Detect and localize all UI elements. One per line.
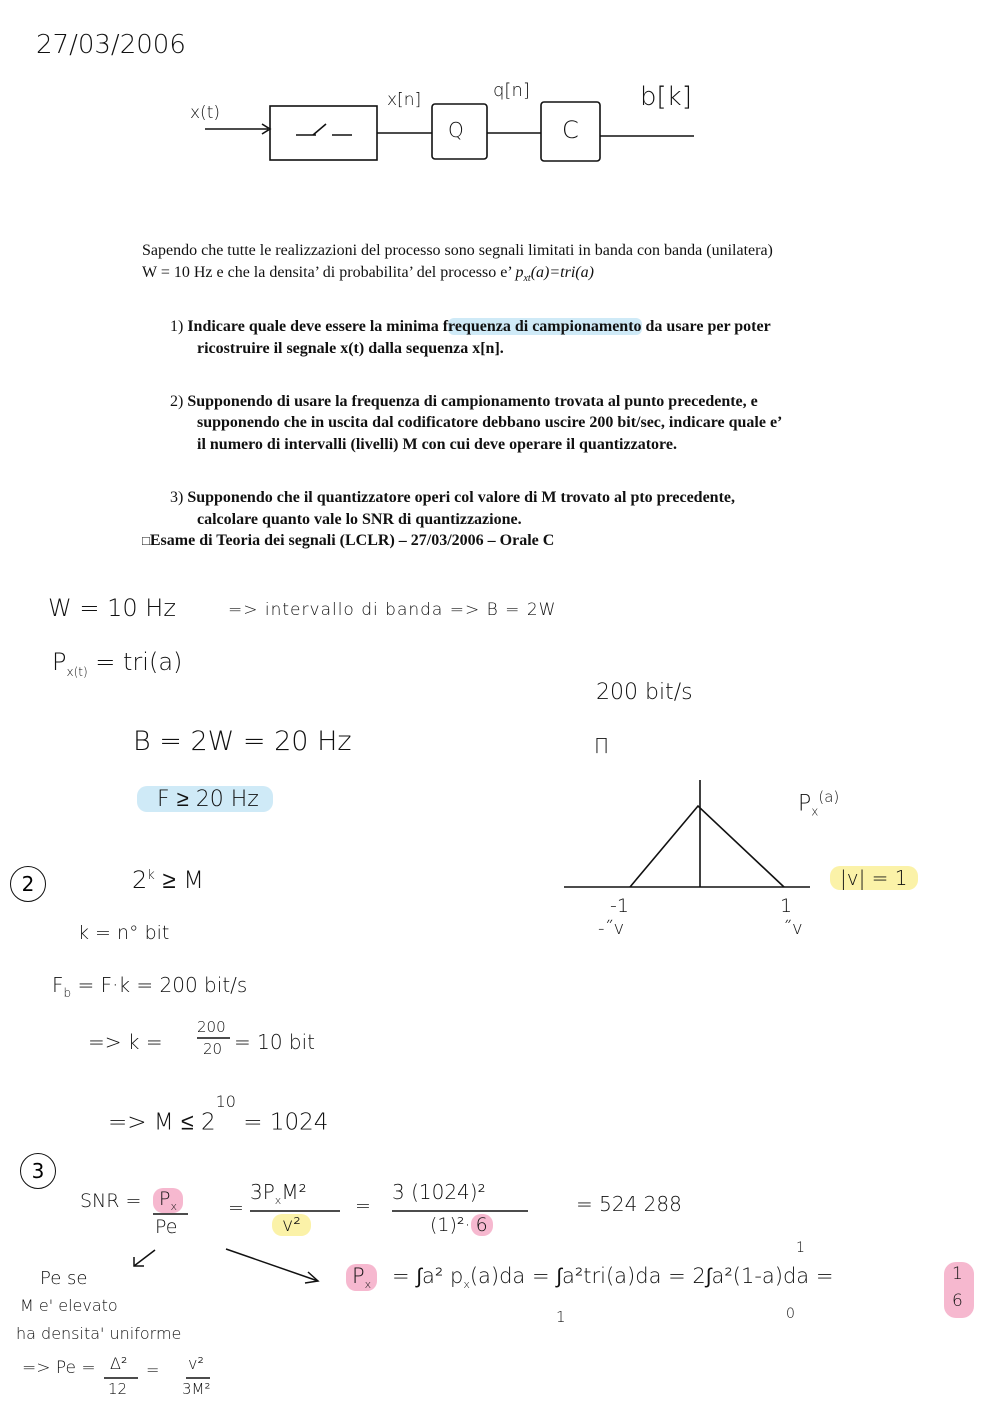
note-interval: => intervallo di banda => B = 2W [228, 600, 557, 620]
eq3-den-b: 6 [471, 1214, 493, 1236]
tri-tick-neg-v: -˝v [598, 918, 625, 939]
tri-plot [564, 780, 810, 887]
intro-pdf-p: p [515, 264, 524, 281]
arrow-to-pe [134, 1250, 155, 1266]
tri-v-eq: |v| = 1 [830, 866, 918, 890]
m-eq-exp: 10 [215, 1092, 236, 1111]
px-int-eq-sub: x [463, 1278, 470, 1292]
note-b: B = 2W = 20 Hz [133, 726, 352, 757]
note-snr-den [155, 1216, 177, 1238]
exam-box-glyph: □ [142, 533, 150, 548]
eq-sign-2: = [355, 1195, 371, 1217]
question-2-line-3: il numero di intervalli (livelli) M con cui deve operare il quantizzatore. [197, 436, 677, 453]
eq2-num-sub: x [274, 1194, 282, 1207]
q1-text-a: Indicare quale deve essere la minima f [187, 318, 449, 335]
q3-number: 3) [170, 489, 184, 506]
date-heading: 27/03/2006 [36, 30, 186, 60]
tri-px-arg: (a) [818, 788, 840, 806]
note-pe-1: Pe se [40, 1268, 88, 1289]
ineq-exp: k [147, 868, 155, 883]
label-xn: x[n] [387, 90, 422, 110]
note-m-eq [108, 1092, 329, 1136]
fb-rest: = F·k = 200 bit/s [71, 973, 248, 997]
question-1-line-1 [170, 316, 771, 337]
note-k-eq-a: => k = [88, 1030, 163, 1054]
circle-2: 2 [10, 866, 46, 902]
eq2-num-a: 3P [250, 1180, 275, 1204]
q2-text-1: Supponendo di usare la frequenza di campionamento trovata al punto precedente, e [187, 393, 758, 410]
px-int-eq-b: (a)da = ∫a²tri(a)da = 2∫a²(1-a)da = [469, 1264, 834, 1288]
switch-blade [313, 124, 326, 135]
question-3-line-1 [170, 487, 735, 508]
snr-num-p: P [159, 1188, 171, 1210]
note-pe-3: ha densita' uniforme [16, 1324, 182, 1343]
sampler-block [270, 106, 377, 160]
exam-title-text: Esame di Teoria dei segnali (LCLR) – 27/03/2006 – Orale C [149, 532, 555, 549]
note-eq3-num: 3 (1024)² [392, 1180, 486, 1204]
note-snr-val: = 524 288 [576, 1192, 682, 1216]
px-int-p: P [352, 1264, 365, 1288]
note-k-frac-num: 200 [197, 1018, 226, 1036]
tri-tick-neg: -1 [610, 895, 629, 917]
intro-line-2 [142, 262, 594, 289]
tri-shape [630, 806, 784, 887]
note-px-result-num: 1 [952, 1264, 963, 1284]
note-snr: SNR = [80, 1190, 142, 1212]
note-eq2-den: v² [272, 1214, 311, 1236]
exam-title [142, 530, 554, 551]
intro-line-1: Sapendo che tutte le realizzazioni del processo sono segnali limitati in banda con banda (unilatera) [142, 242, 773, 259]
q2-number: 2) [170, 393, 184, 410]
pxt-sub: x(t) [66, 664, 88, 679]
snr-den-p: P [155, 1216, 166, 1238]
q1-text-b: da usare per poter [641, 318, 771, 335]
note-int2-up: 1 [796, 1240, 805, 1256]
note-ineq [132, 866, 204, 895]
note-f: F ≥ 20 Hz [137, 786, 273, 812]
note-k-frac-den: 20 [203, 1040, 223, 1058]
note-m-symbol: Π [594, 734, 610, 758]
note-bits: 200 bit/s [596, 680, 693, 705]
pxt-rest: = tri(a) [87, 648, 183, 676]
note-snr-num [153, 1188, 183, 1213]
pxt-p: P [52, 648, 67, 676]
m-eq-a: => M ≤ 2 [108, 1109, 216, 1136]
note-pe-num2: v² [188, 1354, 204, 1373]
intro-line-2-text: W = 10 Hz e che la densita’ di probabilita’ del processo e’ [142, 264, 516, 281]
note-pe-4a: => Pe = [22, 1358, 96, 1378]
question-2-line-1 [170, 391, 758, 412]
note-pxt [52, 648, 182, 679]
coder-label: C [562, 116, 579, 144]
tri-px-sub: x [811, 804, 819, 819]
ineq-rest: ≥ M [154, 866, 204, 894]
note-px-int-label [346, 1264, 377, 1291]
arrow-to-px [226, 1249, 318, 1281]
tri-tick-pos: 1 [780, 895, 793, 917]
note-pe-num1: Δ² [110, 1354, 128, 1373]
px-int-eq-a: = ∫a² p [392, 1264, 464, 1288]
note-w: W = 10 Hz [48, 594, 176, 622]
tri-tick-pos-v: ˝v [783, 918, 803, 939]
fb-f: F [52, 973, 64, 997]
eq-sign-1: = [228, 1197, 244, 1219]
note-int2-low: 0 [786, 1306, 795, 1322]
m-eq-b: = 1024 [235, 1109, 329, 1136]
note-eq2-num [250, 1180, 307, 1207]
question-3-line-2: calcolare quanto vale lo SNR di quantizzazione. [197, 511, 522, 528]
note-pe-den2: 3M² [182, 1380, 211, 1398]
snr-den-sub: e [165, 1216, 178, 1238]
snr-num-sub: x [170, 1199, 177, 1213]
tri-px-p: P [798, 791, 812, 817]
q3-text-1: Supponendo che il quantizzatore operi col valore di M trovato al pto precedente, [187, 489, 736, 506]
note-eq3-den [430, 1214, 493, 1236]
intro-pdf-rest: (a)=tri(a) [530, 264, 594, 281]
ineq-base: 2 [132, 866, 148, 894]
eq3-den-a: (1)²· [430, 1214, 471, 1236]
note-px-int [392, 1264, 833, 1291]
question-1-line-2: ricostruire il segnale x(t) dalla sequenza x[n]. [197, 340, 504, 357]
fb-sub: b [63, 986, 72, 1000]
note-pe-den1: 12 [108, 1380, 128, 1398]
eq-sign-3: = [146, 1360, 160, 1379]
q1-highlight: requenza di campionamento [448, 318, 642, 335]
note-pe-2: M e' elevato [20, 1296, 118, 1315]
q1-number: 1) [170, 318, 184, 335]
px-int-sub: x [364, 1278, 372, 1292]
tri-px-label [798, 788, 839, 819]
question-2-line-2: supponendo che in uscita dal codificatore debbano uscire 200 bit/sec, indicare quale e’ [197, 414, 783, 431]
note-k-eq-b: = 10 bit [234, 1030, 316, 1054]
note-k-def: k = n° bit [78, 922, 170, 944]
eq2-num-rest: M² [281, 1180, 307, 1204]
label-bk: b[k] [640, 82, 692, 112]
note-int-low: 1 [556, 1308, 566, 1326]
intro-pdf-sub: xt [523, 273, 531, 285]
label-xt: x(t) [190, 103, 220, 123]
quantizer-label: Q [448, 118, 464, 142]
label-qn: q[n] [493, 80, 530, 101]
note-px-result-den: 6 [952, 1291, 963, 1311]
note-fb [52, 973, 247, 1000]
circle-3: 3 [20, 1153, 56, 1189]
